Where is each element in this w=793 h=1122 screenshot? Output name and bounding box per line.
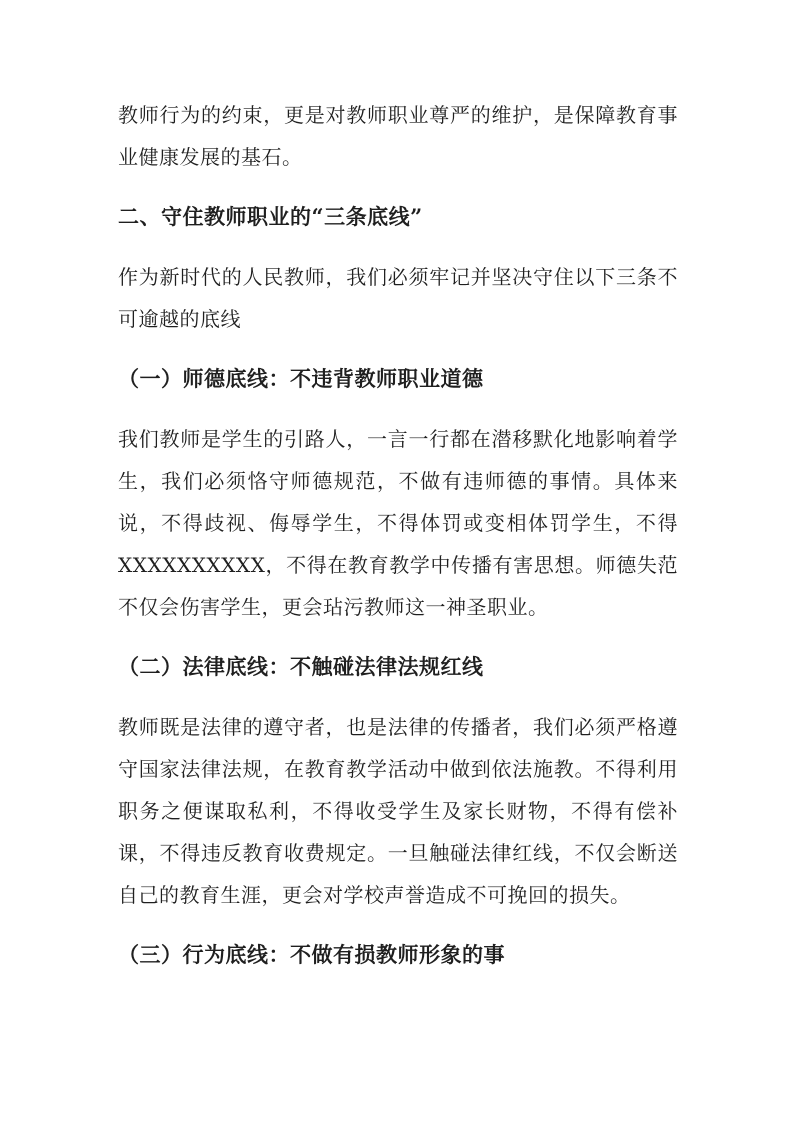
section-intro-paragraph: 作为新时代的人民教师，我们必须牢记并坚决守住以下三条不可逾越的底线 — [118, 265, 678, 331]
ethics-paragraph: 我们教师是学生的引路人，一言一行都在潜移默化地影响着学生，我们必须恪守师德规范，不做有违师德的事情。具体来说，不得歧视、侮辱学生，不得体罚或变相体罚学生，不得 XXXXXXXXXX，不得在教育教学中传播有害思想。师德失范不仅会伤害学生，更会玷污教师这一神圣职业。 — [118, 427, 678, 619]
section-heading-two-three-bottom-lines: 二、守住教师职业的“三条底线” — [118, 204, 423, 229]
subsection-heading-behavior-bottom-line: （三）行为底线：不做有损教师形象的事 — [118, 942, 505, 967]
subsection-heading-ethics-bottom-line: （一）师德底线：不违背教师职业道德 — [118, 366, 484, 391]
legal-paragraph: 教师既是法律的遵守者，也是法律的传播者，我们必须严格遵守国家法律法规，在教育教学活动中做到依法施教。不得利用职务之便谋取私利，不得收受学生及家长财物，不得有偿补课，不得违反教育收费规定。一旦触碰法律红线，不仅会断送自己的教育生涯，更会对学校声誉造成不可挽回的损失。 — [118, 715, 678, 907]
subsection-heading-legal-bottom-line: （二）法律底线：不触碰法律法规红线 — [118, 654, 484, 679]
intro-paragraph-continuation: 教师行为的约束，更是对教师职业尊严的维护，是保障教育事业健康发展的基石。 — [118, 103, 678, 169]
